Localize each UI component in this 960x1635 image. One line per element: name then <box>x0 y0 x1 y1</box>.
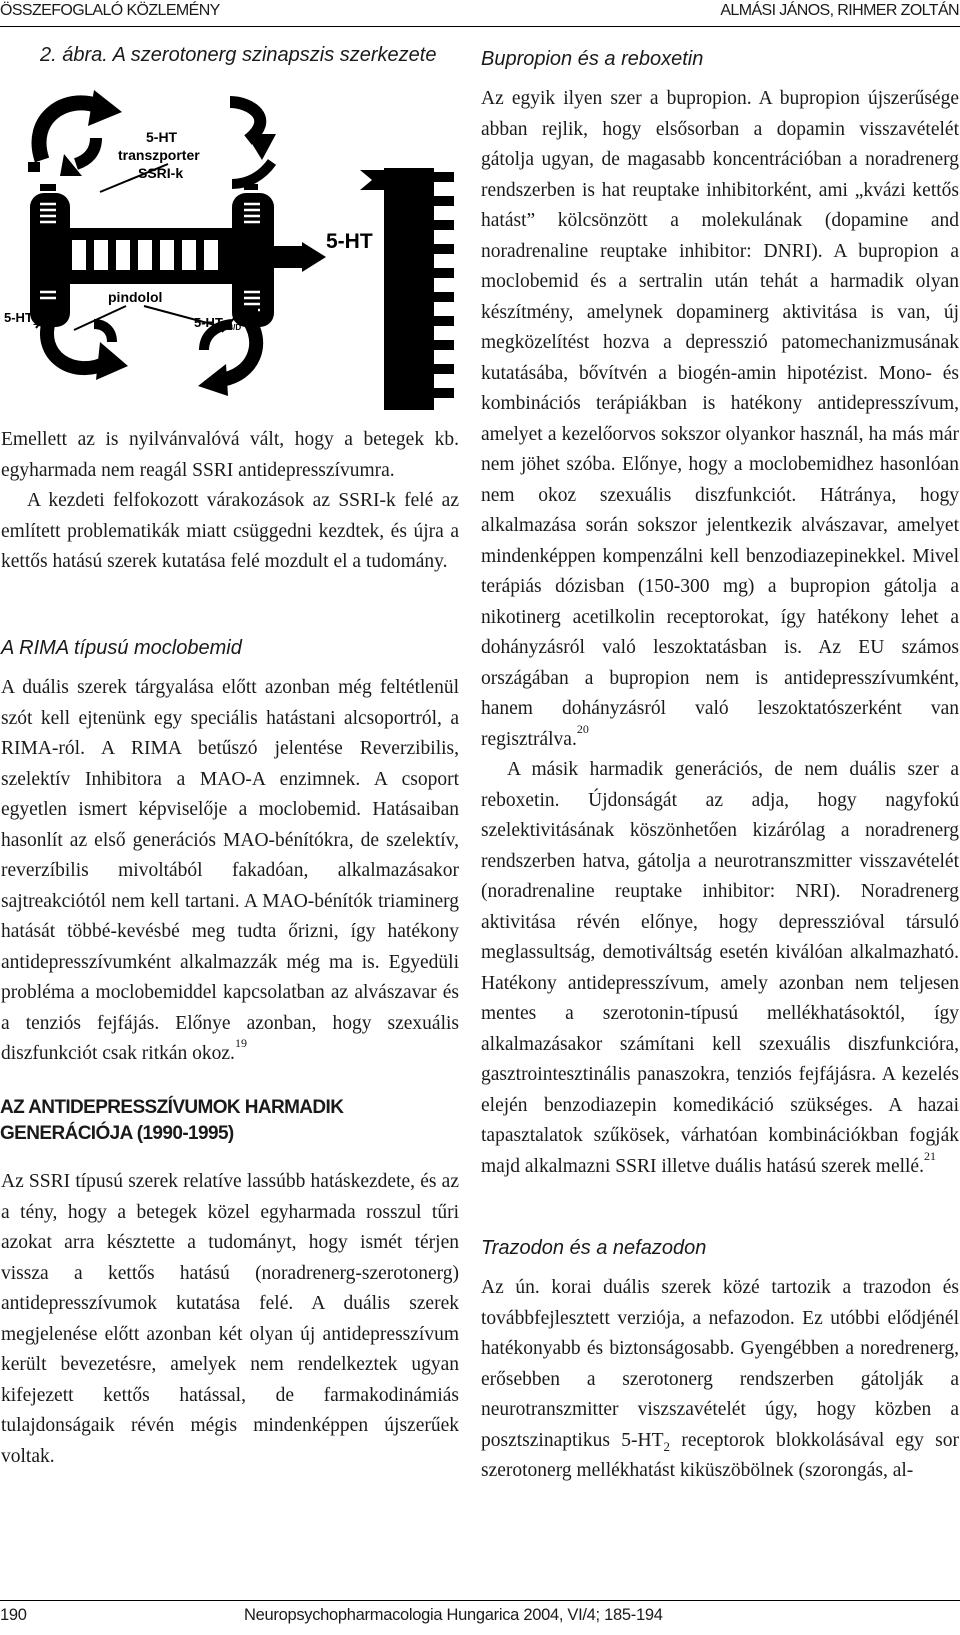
label-5ht1bd: $5-HT_{1B/D}$ <box>194 315 242 332</box>
paragraph: Az ún. korai duális szerek közé tartozik a trazodon és továbbfejlesztett verziója, a nefazodon. Ez utóbbi elődjénél hatékonyabb és biztonságosabb. Gyengébben a noredrenerg, erősebben a szerotonerg rendszerben gátolják a neurotranszmitter viszszavételét úgy, hogy közben a posztszinaptikus $5-HT_2$ receptorok blokkolásával egy sor szerotonerg mellékhatást kiküszöbölnek (szorongás, al- <box>481 1277 959 1481</box>
reference-20: 20 <box>576 721 589 736</box>
reference-21: 21 <box>923 1148 936 1163</box>
label-pindolol: pindolol <box>108 289 163 305</box>
paragraph: Emellett az is nyilvánvalóvá vált, hogy a betegek kb. egyharmada nem reagál SSRI antidepresszívumra. <box>1 429 459 481</box>
header-section-label: ÖSSZEFOGLALÓ KÖZLEMÉNY <box>0 2 220 19</box>
footer-rule <box>0 1600 960 1601</box>
receptor-top-left <box>40 184 56 191</box>
receptor-top-right <box>244 184 258 190</box>
reuptake-arrow-top-left <box>34 90 122 176</box>
journal-citation: Neuropsychopharmacologia Hungarica 2004, VI/4; 185-194 <box>244 1606 663 1624</box>
synapse-diagram <box>0 80 476 410</box>
paragraph: A kezdeti felfokozott várakozások az SSRI-k felé az említett problematikák miatt csüggedni kezdtek, és újra a kettős hatású szerek kutatása felé mozdult el a tudomány. <box>1 490 459 572</box>
label-5ht-large: 5-HT <box>326 230 373 253</box>
section-heading-rima: A RIMA típusú moclobemid <box>1 637 242 659</box>
paragraph: Az SSRI típusú szerek relatíve lassúbb hatáskezdete, és az a tény, hogy a betegek közel egyharmada rosszul tűri azokat arra késztette a tudományt, hogy ismét térjen vissza a kettős hatású (noradrenerg-szerotonerg) antidepresszívumok kutatása felé. A duális szerek megjelenése előtt azonban két olyan új antidepresszívum került bevezetésre, amelyek nem rendelkeztek ugyan kifejezett kettős hatással, de farmakodinámiás tulajdonságaik révén mégis mindenképpen újszerűek voltak. <box>1 1171 459 1467</box>
label-ssri: SSRI-k <box>138 165 184 181</box>
page-number: 190 <box>0 1606 27 1624</box>
paragraph: Az egyik ilyen szer a bupropion. A bupropion újszerűsége abban rejlik, hogy elsősorban a dopamin visszavételét gátolja ugyan, de magasabb koncentrációban a noradrenerg rendszerben is hat reuptake inhibitorként, ami „kvázi kettős hatást” kölcsönzött a molekulának (dopamine and noradrenaline reuptake inhibitor: DNRI). A bupropion a moclobemid és a sertralin után tehát a harmadik olyan készítmény, amelynek dopaminerg aktivitása is van, új megközelítést hozva a depresszió patomechanizmusának kutatásába, bővítvén a biogén-amin hipotézist. Mono- és kombinációs terápiákban is hatékony antidepresszívum, amelyet a kezelőorvos sokszor olyankor használ, ha más már nem jöhet szóba. Előnye, hogy a moclobemidhez hasonlóan nem okoz szexuális diszfunkciót. Hátránya, hogy alkalmazása során sokszor jelentkezik alvászavar, amelyet mindenképpen kompenzálni kell benzodiazepinekkel. Mivel terápiás dózisban (150-300 mg) a bupropion gátolja a nikotinerg acetilkolin receptorokat, így hatékony lehet a dohányzásról való leszoktatásban is. Az EU számos országában a bupropion nem is antidepresszívumként, hanem dohányzásról való leszoktatószerként van regisztrálva.$^{20}$ <box>481 88 959 750</box>
right-column-trazodon <box>481 1273 959 1487</box>
receptor-bottom-right <box>236 306 258 314</box>
running-footer <box>0 1606 960 1630</box>
header-authors: ALMÁSI JÁNOS, RIHMER ZOLTÁN <box>720 2 959 19</box>
reference-19: 19 <box>234 1036 247 1050</box>
right-column-bupropion <box>481 84 959 1182</box>
running-header <box>0 0 960 26</box>
label-5ht-transporter-2: transzporter <box>118 147 200 163</box>
section-heading-bupropion: Bupropion és a reboxetin <box>481 48 704 70</box>
section-heading-trazodon: Trazodon és a nefazodon <box>481 1237 707 1259</box>
autoreceptor-arrow-bottom-left <box>47 318 128 380</box>
main-section-heading: AZ ANTIDEPRESSZÍVUMOK HARMADIK GENERÁCIÓJA (1990-1995) <box>0 1097 344 1144</box>
reuptake-arrow-top-right <box>230 102 276 184</box>
label-5ht1a: $5-HT_{1A}$ <box>4 310 44 327</box>
left-column-rima <box>1 673 459 1070</box>
presynaptic-terminal <box>30 193 326 327</box>
label-5ht-transporter-1: 5-HT <box>146 129 178 145</box>
left-column-third-gen <box>1 1167 459 1472</box>
figure-caption: 2. ábra. A szerotonerg szinapszis szerkezete <box>40 44 437 66</box>
paragraph: A duális szerek tárgyalása előtt azonban még feltétlenül szót kell ejtenünk egy speciális hatástani alcsoportról, a RIMA-ról. A RIMA betűszó jelentése Reverzibilis, szelektív Inhibitora a MAO-A enzimnek. A csoport egyetlen ismert képviselője a moclobemid. Hatásaiban hasonlít az első generációs MAO-bénítókra, de szelektív, reverzíbilis mivoltából fakadóan, alkalmazásakor sajtreakciótól nem kell tartani. A MAO-bénítók triaminerg hatását többé-kevésbé meg tudta őrizni, így hatékony antidepresszívumként alkalmazzák még ma is. Egyedüli probléma a moclobemiddel kapcsolatban az alvászavar és a tenziós fejfájás. Előnye azonban, hogy szexuális diszfunkciót csak ritkán okoz.$^{19}$ <box>1 677 459 1064</box>
paragraph: A másik harmadik generációs, de nem duális szer a reboxetin. Újdonságát az adja, hogy nagyfokú szelektivitásának köszönhetően kizárólag a noradrenerg rendszerben hatva, gátolja a neurotranszmitter visszavételét (noradrenaline reuptake inhibitor: NRI). Noradrenerg aktivitása révén előnye, hogy depresszióval társuló meglassultság, demotiváltság esetén kiválóan alkalmazható. Hatékony antidepresszívum, amely azonban nem teljesen mentes a szerotonin-típusú mellékhatásoktól, így alkalmazásakor számítani kell szexuális diszfunkcióra, gasztrointesztinális panaszokra, tenziós fejfájásra. A kezelés elején benzodiazepin komedikáció szükséges. A hazai tapasztalatok szűkösek, várhatóan kombinációkban fogják majd alkalmazni SSRI illetve duális hatású szerek mellé.$^{21}$ <box>481 759 959 1177</box>
left-column-top <box>1 425 459 578</box>
header-rule <box>0 26 960 27</box>
postsynaptic-membrane <box>360 168 454 410</box>
